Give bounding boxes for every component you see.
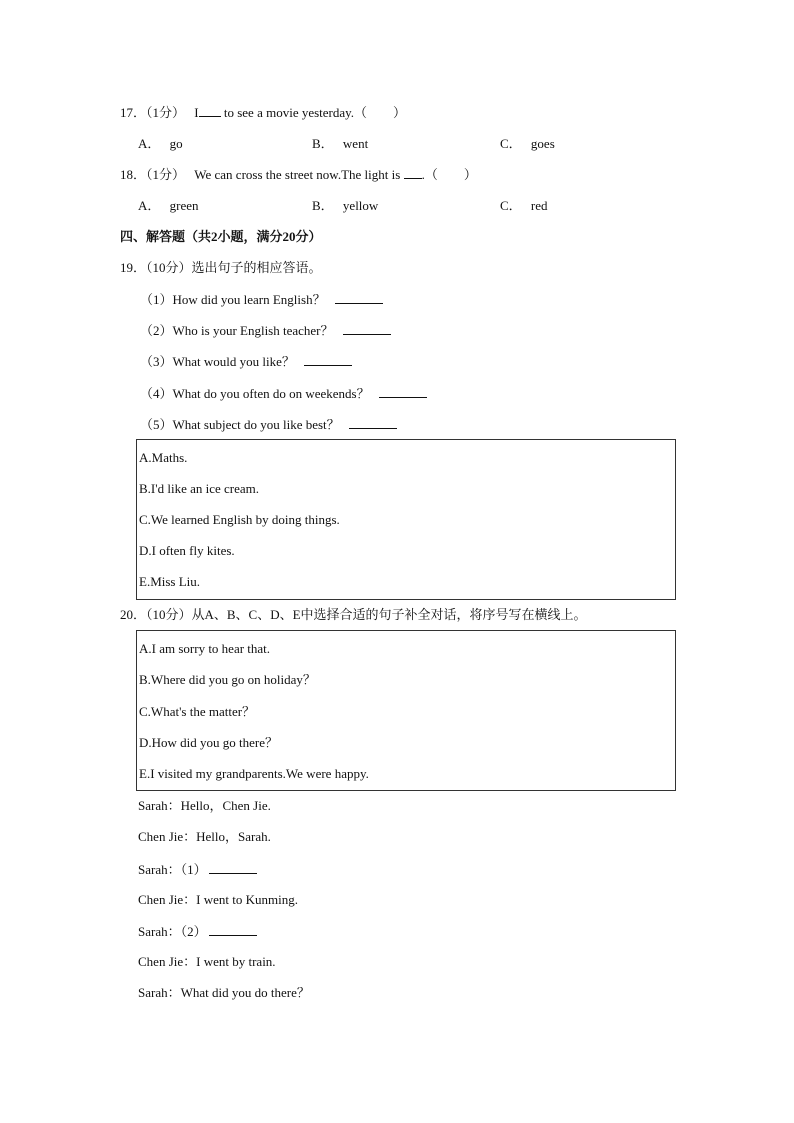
option-b <box>312 136 368 152</box>
dialogue-line-blank-1 <box>138 861 257 878</box>
item-text: （4）What do you often do on weekends？ <box>140 386 370 401</box>
choice-c: C.We learned English by doing things. <box>139 512 340 527</box>
question-18 <box>120 166 477 183</box>
dialogue-line: Chen Jie：I went to Kunming. <box>138 892 298 907</box>
option-letter: A． <box>138 136 161 151</box>
choice-b: B.I'd like an ice cream. <box>139 481 260 496</box>
option-text: red <box>530 198 548 213</box>
item-text: （2）Who is your English teacher？ <box>140 323 334 338</box>
option-text: green <box>169 198 199 213</box>
answer-blank <box>343 322 391 335</box>
answer-blank <box>209 861 257 874</box>
choice-b: B.Where did you go on holiday？ <box>139 672 316 687</box>
option-letter: B． <box>312 198 334 213</box>
question-text-pre: We can cross the street now.The light is <box>194 167 401 182</box>
dialogue-line: Chen Jie：I went by train. <box>138 954 276 969</box>
dialogue-line-blank-2 <box>138 923 257 940</box>
dialogue-text: Sarah：（1） <box>138 862 207 877</box>
option-letter: C． <box>500 198 522 213</box>
choice-d: D.I often fly kites. <box>139 543 235 558</box>
item-text: （3）What would you like？ <box>140 354 295 369</box>
choice-d: D.How did you go there？ <box>139 735 279 750</box>
choice-a: A.Maths. <box>139 450 188 465</box>
question-20-stem: 20．（10分）从A、B、C、D、E中选择合适的句子补全对话，将序号写在横线上。 <box>120 607 587 622</box>
option-text: go <box>169 136 183 151</box>
option-a <box>138 136 183 152</box>
answer-blank <box>379 385 427 398</box>
question-number: 17．（1分） <box>120 105 186 120</box>
item-text: （5）What subject do you like best？ <box>140 417 340 432</box>
question-19-item-3 <box>140 353 352 370</box>
question-text-pre: I <box>194 105 199 120</box>
answer-blank <box>404 166 422 179</box>
option-text: went <box>342 136 369 151</box>
answer-choices-box <box>136 439 676 600</box>
answer-blank <box>335 291 383 304</box>
answer-blank <box>304 353 352 366</box>
dialogue-line: Chen Jie：Hello，Sarah. <box>138 829 271 844</box>
dialogue-line: Sarah：What did you do there？ <box>138 985 310 1000</box>
choice-c: C.What's the matter？ <box>139 704 256 719</box>
question-17 <box>120 104 406 121</box>
option-a <box>138 198 199 214</box>
item-text: （1）How did you learn English？ <box>140 292 326 307</box>
question-19-item-5 <box>140 416 397 433</box>
answer-blank <box>209 923 257 936</box>
choice-e: E.Miss Liu. <box>139 574 201 589</box>
question-number: 18．（1分） <box>120 167 186 182</box>
question-text-post: .（ ） <box>421 167 477 182</box>
question-19-stem: 19．（10分）选出句子的相应答语。 <box>120 260 322 275</box>
option-text: yellow <box>342 198 379 213</box>
answer-blank <box>349 416 397 429</box>
question-19-item-4 <box>140 385 427 402</box>
answer-blank <box>199 104 221 117</box>
option-text: goes <box>530 136 555 151</box>
choice-a: A.I am sorry to hear that. <box>139 641 271 656</box>
choice-e: E.I visited my grandparents.We were happy. <box>139 766 369 781</box>
option-letter: C． <box>500 136 522 151</box>
option-letter: B． <box>312 136 334 151</box>
question-19-item-1 <box>140 291 383 308</box>
question-19-item-2 <box>140 322 391 339</box>
option-b <box>312 198 378 214</box>
option-letter: A． <box>138 198 161 213</box>
dialogue-choices-box <box>136 630 676 791</box>
section-heading: 四、解答题（共2小题，满分20分） <box>120 229 322 244</box>
option-c <box>500 198 548 214</box>
dialogue-line: Sarah：Hello，Chen Jie. <box>138 798 271 813</box>
question-text-post: to see a movie yesterday.（ ） <box>223 105 407 120</box>
option-c <box>500 136 555 152</box>
dialogue-text: Sarah：（2） <box>138 924 207 939</box>
